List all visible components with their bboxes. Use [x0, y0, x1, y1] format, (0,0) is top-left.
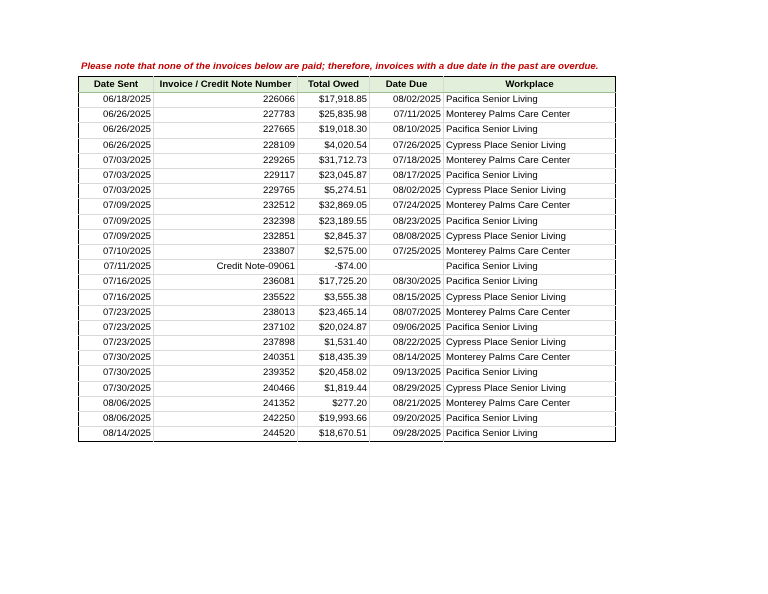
- cell-date-sent: 07/23/2025: [79, 336, 154, 351]
- cell-date-due: 07/11/2025: [370, 108, 444, 123]
- cell-workplace: Cypress Place Senior Living: [444, 138, 616, 153]
- table-row: [79, 336, 616, 351]
- cell-total-owed: $4,020.54: [298, 138, 370, 153]
- cell-total-owed: $1,531.40: [298, 336, 370, 351]
- cell-date-sent: 07/30/2025: [79, 351, 154, 366]
- cell-total-owed: $1,819.44: [298, 381, 370, 396]
- cell-total-owed: $19,018.30: [298, 123, 370, 138]
- table-row: [79, 93, 616, 108]
- cell-invoice-number: 233807: [154, 244, 298, 259]
- cell-date-due: 08/08/2025: [370, 229, 444, 244]
- cell-invoice-number: 232512: [154, 199, 298, 214]
- table-row: [79, 305, 616, 320]
- cell-workplace: Pacifica Senior Living: [444, 214, 616, 229]
- cell-invoice-number: 227783: [154, 108, 298, 123]
- cell-date-sent: 07/23/2025: [79, 305, 154, 320]
- table-row: [79, 396, 616, 411]
- cell-date-due: 07/26/2025: [370, 138, 444, 153]
- cell-date-due: 07/25/2025: [370, 244, 444, 259]
- table-row: [79, 381, 616, 396]
- cell-workplace: Monterey Palms Care Center: [444, 108, 616, 123]
- cell-workplace: Cypress Place Senior Living: [444, 229, 616, 244]
- cell-workplace: Pacifica Senior Living: [444, 320, 616, 335]
- cell-total-owed: $23,045.87: [298, 168, 370, 183]
- cell-invoice-number: 236081: [154, 275, 298, 290]
- cell-date-due: 09/28/2025: [370, 427, 444, 442]
- cell-invoice-number: 228109: [154, 138, 298, 153]
- table-row: [79, 351, 616, 366]
- cell-workplace: Monterey Palms Care Center: [444, 244, 616, 259]
- table-header-row: [79, 77, 616, 93]
- table-row: [79, 199, 616, 214]
- header-total-owed: Total Owed: [298, 77, 370, 93]
- cell-total-owed: $3,555.38: [298, 290, 370, 305]
- cell-date-sent: 07/30/2025: [79, 381, 154, 396]
- cell-invoice-number: 229765: [154, 184, 298, 199]
- table-row: [79, 168, 616, 183]
- cell-workplace: Pacifica Senior Living: [444, 366, 616, 381]
- cell-date-due: 09/20/2025: [370, 411, 444, 426]
- table-row: [79, 275, 616, 290]
- cell-date-sent: 07/30/2025: [79, 366, 154, 381]
- header-workplace: Workplace: [444, 77, 616, 93]
- cell-date-sent: 07/09/2025: [79, 229, 154, 244]
- invoice-table: [78, 76, 616, 442]
- table-row: [79, 184, 616, 199]
- cell-date-sent: 06/18/2025: [79, 93, 154, 108]
- cell-date-sent: 08/14/2025: [102, 428, 151, 440]
- cell-workplace: Pacifica Senior Living: [444, 275, 616, 290]
- cell-date-due: 08/29/2025: [370, 381, 444, 396]
- cell-date-due: 08/14/2025: [370, 351, 444, 366]
- cell-date-due: 08/10/2025: [370, 123, 444, 138]
- cell-total-owed: $277.20: [298, 396, 370, 411]
- cell-total-owed: $2,575.00: [298, 244, 370, 259]
- cell-date-due: 08/15/2025: [370, 290, 444, 305]
- cell-date-sent: 07/10/2025: [79, 244, 154, 259]
- cell-total-owed: $31,712.73: [298, 153, 370, 168]
- header-date-sent: Date Sent: [79, 77, 154, 93]
- cell-date-sent: 07/03/2025: [79, 184, 154, 199]
- cell-date-sent: 06/26/2025: [79, 123, 154, 138]
- cell-workplace: Monterey Palms Care Center: [444, 351, 616, 366]
- cell-workplace: Pacifica Senior Living: [444, 93, 616, 108]
- cell-total-owed: -$74.00: [298, 260, 370, 275]
- header-invoice-number: Invoice / Credit Note Number: [154, 77, 298, 93]
- cell-workplace: Pacifica Senior Living: [444, 260, 616, 275]
- table-row: [79, 138, 616, 153]
- cell-date-sent: 06/26/2025: [79, 138, 154, 153]
- cell-workplace: Monterey Palms Care Center: [444, 199, 616, 214]
- cell-date-due: 08/22/2025: [370, 336, 444, 351]
- cell-invoice-number: 229117: [154, 168, 298, 183]
- cell-invoice-number: 226066: [154, 93, 298, 108]
- cell-date-sent: 07/09/2025: [79, 199, 154, 214]
- cell-workplace: Cypress Place Senior Living: [444, 290, 616, 305]
- cell-invoice-number: 240466: [154, 381, 298, 396]
- cell-date-sent: 08/06/2025: [79, 411, 154, 426]
- table-row: [79, 108, 616, 123]
- cell-invoice-number: 227665: [154, 123, 298, 138]
- cell-invoice-number: 242250: [154, 411, 298, 426]
- cell-total-owed: $18,435.39: [298, 351, 370, 366]
- table-row: [79, 229, 616, 244]
- cell-date-due: [370, 260, 444, 275]
- cell-invoice-number: 241352: [154, 396, 298, 411]
- cell-date-sent: 08/06/2025: [79, 396, 154, 411]
- cell-date-sent: 07/03/2025: [79, 153, 154, 168]
- cell-workplace: Monterey Palms Care Center: [444, 305, 616, 320]
- cell-invoice-number: 244520: [154, 427, 298, 442]
- cell-date-due: 08/17/2025: [370, 168, 444, 183]
- cell-total-owed: $25,835.98: [298, 108, 370, 123]
- table-row: [79, 411, 616, 426]
- cell-total-owed: $19,993.66: [298, 411, 370, 426]
- cell-total-owed: $20,024.87: [298, 320, 370, 335]
- table-row: [79, 260, 616, 275]
- table-row: [79, 427, 616, 442]
- table-row: [79, 320, 616, 335]
- cell-total-owed: $17,725.20: [298, 275, 370, 290]
- cell-total-owed: $2,845.37: [298, 229, 370, 244]
- overdue-notice: Please note that none of the invoices below are paid; therefore, invoices with a due date in the past are overdue.: [81, 61, 599, 72]
- cell-workplace: Pacifica Senior Living: [444, 168, 616, 183]
- cell-workplace: Cypress Place Senior Living: [444, 336, 616, 351]
- cell-total-owed: $32,869.05: [298, 199, 370, 214]
- cell-date-due: 08/02/2025: [370, 93, 444, 108]
- cell-total-owed: $18,670.51: [298, 427, 370, 442]
- table-row: [79, 214, 616, 229]
- table-row: [79, 290, 616, 305]
- cell-date-sent: 07/03/2025: [79, 168, 154, 183]
- cell-date-due: 08/21/2025: [370, 396, 444, 411]
- table-row: [79, 244, 616, 259]
- cell-invoice-number: 238013: [154, 305, 298, 320]
- cell-workplace: Monterey Palms Care Center: [444, 396, 616, 411]
- cell-date-sent: 07/23/2025: [79, 320, 154, 335]
- table-row: [79, 366, 616, 381]
- cell-date-sent: 07/09/2025: [79, 214, 154, 229]
- cell-date-due: 08/30/2025: [370, 275, 444, 290]
- cell-date-sent: 07/16/2025: [79, 275, 154, 290]
- cell-total-owed: $20,458.02: [298, 366, 370, 381]
- cell-total-owed: $23,465.14: [298, 305, 370, 320]
- cell-invoice-number: 235522: [154, 290, 298, 305]
- cell-invoice-number: 232851: [154, 229, 298, 244]
- cell-date-due: 09/06/2025: [370, 320, 444, 335]
- cell-date-sent: 07/16/2025: [79, 290, 154, 305]
- cell-workplace: Cypress Place Senior Living: [444, 381, 616, 396]
- cell-invoice-number: 232398: [154, 214, 298, 229]
- header-date-due: Date Due: [370, 77, 444, 93]
- cell-date-due: 08/02/2025: [370, 184, 444, 199]
- cell-date-due: 09/13/2025: [370, 366, 444, 381]
- cell-workplace: Pacifica Senior Living: [444, 411, 616, 426]
- cell-workplace: Pacifica Senior Living: [444, 123, 616, 138]
- cell-date-due: 08/23/2025: [370, 214, 444, 229]
- table-row: [79, 153, 616, 168]
- cell-date-sent: 06/26/2025: [79, 108, 154, 123]
- cell-invoice-number: 237898: [154, 336, 298, 351]
- cell-total-owed: $23,189.55: [298, 214, 370, 229]
- cell-total-owed: $5,274.51: [298, 184, 370, 199]
- cell-invoice-number: 237102: [154, 320, 298, 335]
- cell-date-due: 07/18/2025: [370, 153, 444, 168]
- cell-date-due: 08/07/2025: [370, 305, 444, 320]
- cell-invoice-number: 240351: [154, 351, 298, 366]
- cell-invoice-number: Credit Note-09061: [154, 260, 298, 275]
- cell-invoice-number: 239352: [154, 366, 298, 381]
- cell-date-sent: 07/11/2025: [79, 260, 154, 275]
- table-row: [79, 123, 616, 138]
- cell-total-owed: $17,918.85: [298, 93, 370, 108]
- cell-workplace: Monterey Palms Care Center: [444, 153, 616, 168]
- cell-workplace: Pacifica Senior Living: [444, 427, 616, 442]
- cell-date-due: 07/24/2025: [370, 199, 444, 214]
- invoice-table-body: [79, 93, 616, 442]
- cell-workplace: Cypress Place Senior Living: [444, 184, 616, 199]
- cell-invoice-number: 229265: [154, 153, 298, 168]
